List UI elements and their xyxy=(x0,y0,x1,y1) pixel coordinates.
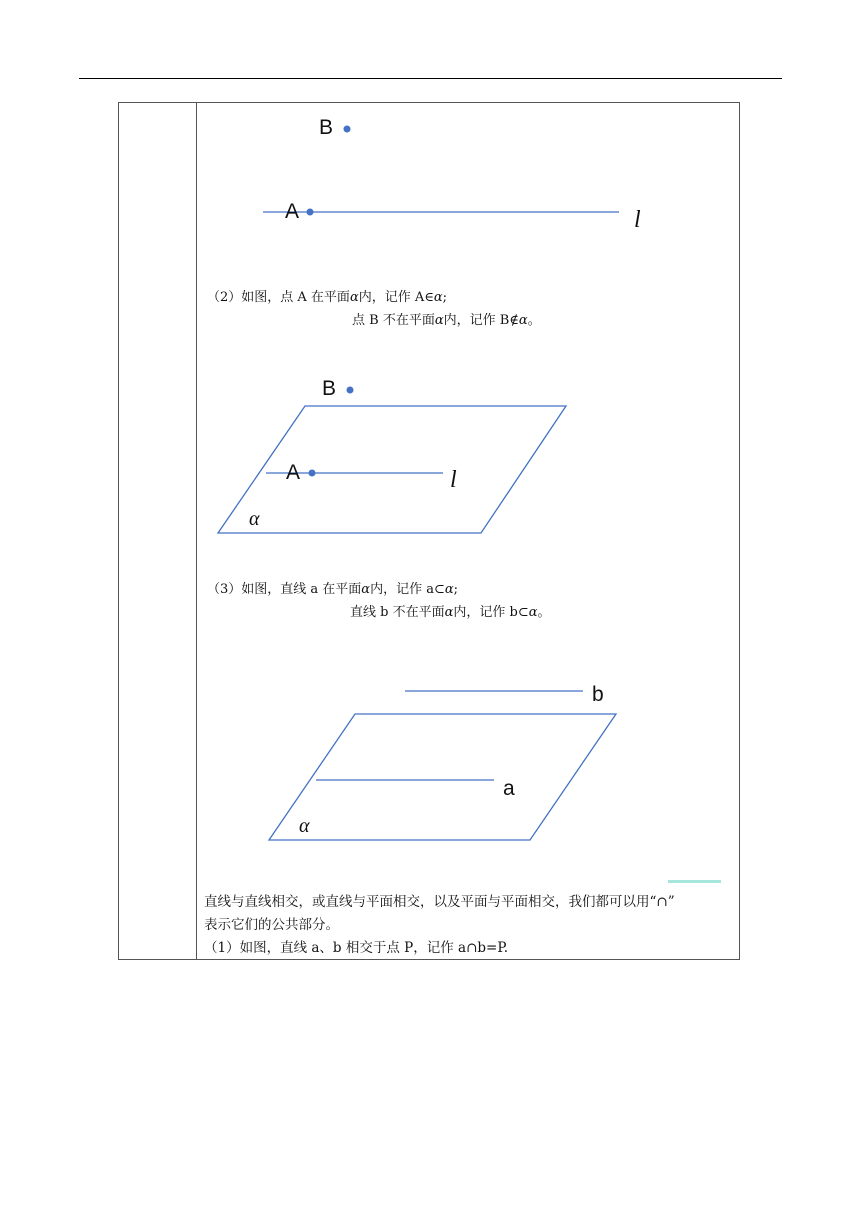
paragraph-line3: （1）如图，直线 a、b 相交于点 P，记作 a∩b=P. xyxy=(204,940,508,956)
figure-3 xyxy=(269,683,616,840)
figure1-point-B xyxy=(344,126,351,133)
item2-line2: 点 B 不在平面α内，记作 B∉α。 xyxy=(352,313,541,328)
figure3-label-alpha: α xyxy=(299,815,310,837)
figure1-label-A: A xyxy=(285,200,300,223)
figure1-label-B: B xyxy=(319,116,334,139)
accent-bar xyxy=(668,880,721,883)
figure2-label-l: l xyxy=(450,467,457,493)
figure2-plane-alpha xyxy=(218,406,566,533)
figure2-point-A xyxy=(309,470,316,477)
figure3-label-b: b xyxy=(592,683,604,706)
figure2-point-B xyxy=(347,387,354,394)
figure1-label-l: l xyxy=(634,207,641,233)
figure3-label-a: a xyxy=(503,777,515,800)
paragraph-line2: 表示它们的公共部分。 xyxy=(204,917,339,933)
figure1-point-A xyxy=(307,209,314,216)
figure-1 xyxy=(263,116,641,233)
figure-2 xyxy=(218,377,566,533)
item3-line1: （3）如图，直线 a 在平面α内，记作 a⊂α; xyxy=(207,582,459,597)
paragraph-line1: 直线与直线相交，或直线与平面相交，以及平面与平面相交，我们都可以用“∩” xyxy=(204,894,675,910)
item3-line2: 直线 b 不在平面α内，记作 b⊂α。 xyxy=(350,605,551,620)
figure2-label-alpha: α xyxy=(249,508,260,530)
figure3-plane-alpha xyxy=(269,714,616,840)
figure2-label-B: B xyxy=(322,377,337,400)
item2-line1: （2）如图，点 A 在平面α内，记作 A∈α; xyxy=(207,290,448,305)
figure2-label-A: A xyxy=(286,461,301,484)
